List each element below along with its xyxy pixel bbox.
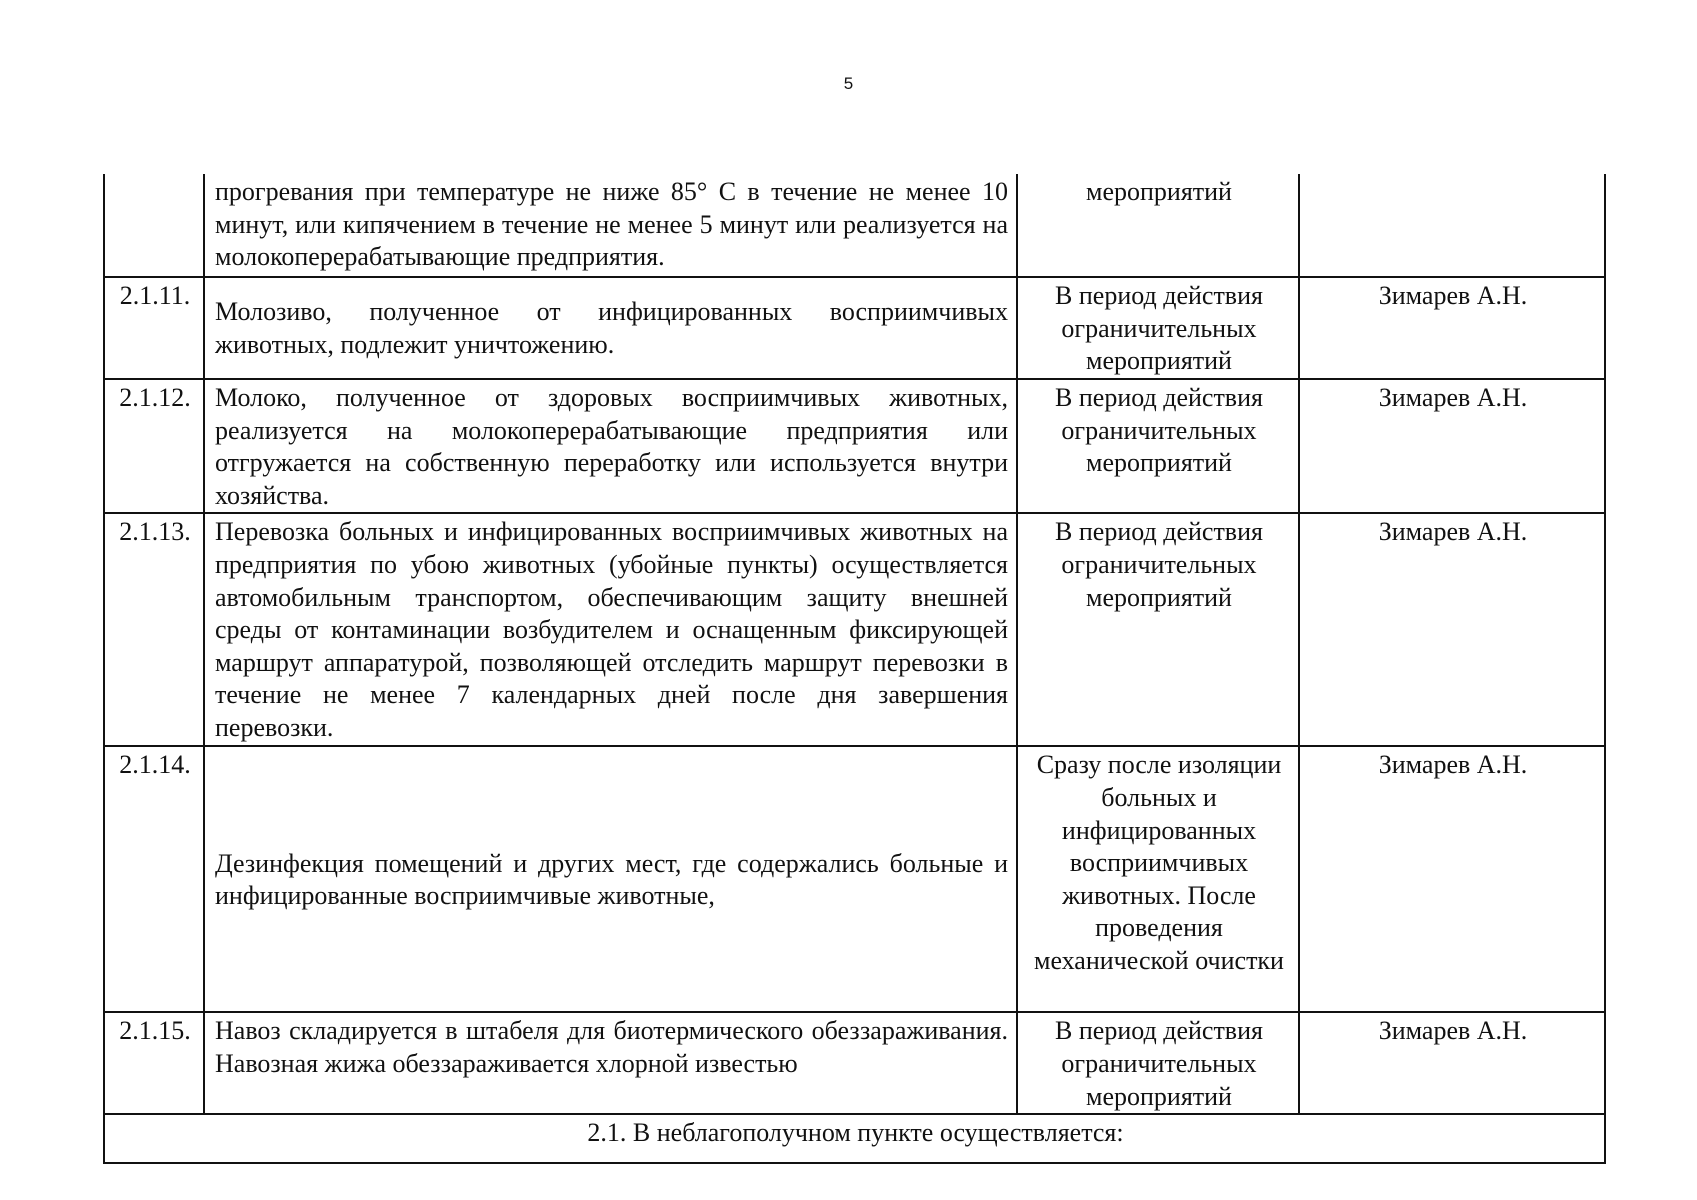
section-heading: 2.1. В неблагополучном пункте осуществляется:: [104, 1114, 1605, 1163]
measure-text: Перевозка больных и инфицированных восприимчивых животных на предприятия по убою животных (убойные пункты) осуществляется автомобильным транспортом, обеспечивающим защиту внешней среды от контаминации возбудителем и оснащенным фиксирующей маршрут аппаратурой, позволяющей отследить маршрут перевозки в течение не менее 7 календарных дней после дня завершения перевозки.: [204, 513, 1017, 746]
deadline-cell: мероприятий: [1017, 174, 1299, 277]
responsible-cell: Зимарев А.Н.: [1299, 379, 1605, 513]
measure-text: Навоз складируется в штабеля для биотермического обеззараживания. Навозная жижа обеззараживается хлорной известью: [204, 1012, 1017, 1114]
deadline-cell: В период действия ограничительных мероприятий: [1017, 513, 1299, 746]
row-number: 2.1.12.: [104, 379, 204, 513]
section-footer-row: [104, 1114, 1605, 1163]
row-number: 2.1.13.: [104, 513, 204, 746]
row-number: [104, 174, 204, 277]
table-row: [104, 277, 1605, 379]
measure-text: прогревания при температуре не ниже 85° С в течение не менее 10 минут, или кипячением в течение не менее 5 минут или реализуется на молокоперерабатывающие предприятия.: [204, 174, 1017, 277]
table-row: [104, 746, 1605, 1012]
table-row: [104, 174, 1605, 277]
responsible-cell: Зимарев А.Н.: [1299, 513, 1605, 746]
deadline-cell: В период действия ограничительных мероприятий: [1017, 379, 1299, 513]
responsible-cell: Зимарев А.Н.: [1299, 277, 1605, 379]
deadline-cell: В период действия ограничительных мероприятий: [1017, 1012, 1299, 1114]
table-row: [104, 379, 1605, 513]
responsible-cell: Зимарев А.Н.: [1299, 1012, 1605, 1114]
measures-table: [103, 174, 1606, 1164]
table-row: [104, 1012, 1605, 1114]
responsible-cell: [1299, 174, 1605, 277]
measure-text: Молозиво, полученное от инфицированных восприимчивых животных, подлежит уничтожению.: [204, 277, 1017, 379]
page-number: 5: [843, 74, 854, 93]
responsible-cell: Зимарев А.Н.: [1299, 746, 1605, 1012]
table-row: [104, 513, 1605, 746]
row-number: 2.1.14.: [104, 746, 204, 1012]
row-number: 2.1.11.: [104, 277, 204, 379]
row-number: 2.1.15.: [104, 1012, 204, 1114]
measure-text: Дезинфекция помещений и других мест, где содержались больные и инфицированные восприимчивые животные,: [204, 746, 1017, 1012]
deadline-cell: В период действия ограничительных мероприятий: [1017, 277, 1299, 379]
deadline-cell: Сразу после изоляции больных и инфицированных восприимчивых животных. После проведения механической очистки: [1017, 746, 1299, 1012]
measure-text: Молоко, полученное от здоровых восприимчивых животных, реализуется на молокоперерабатывающие предприятия или отгружается на собственную переработку или используется внутри хозяйства.: [204, 379, 1017, 513]
